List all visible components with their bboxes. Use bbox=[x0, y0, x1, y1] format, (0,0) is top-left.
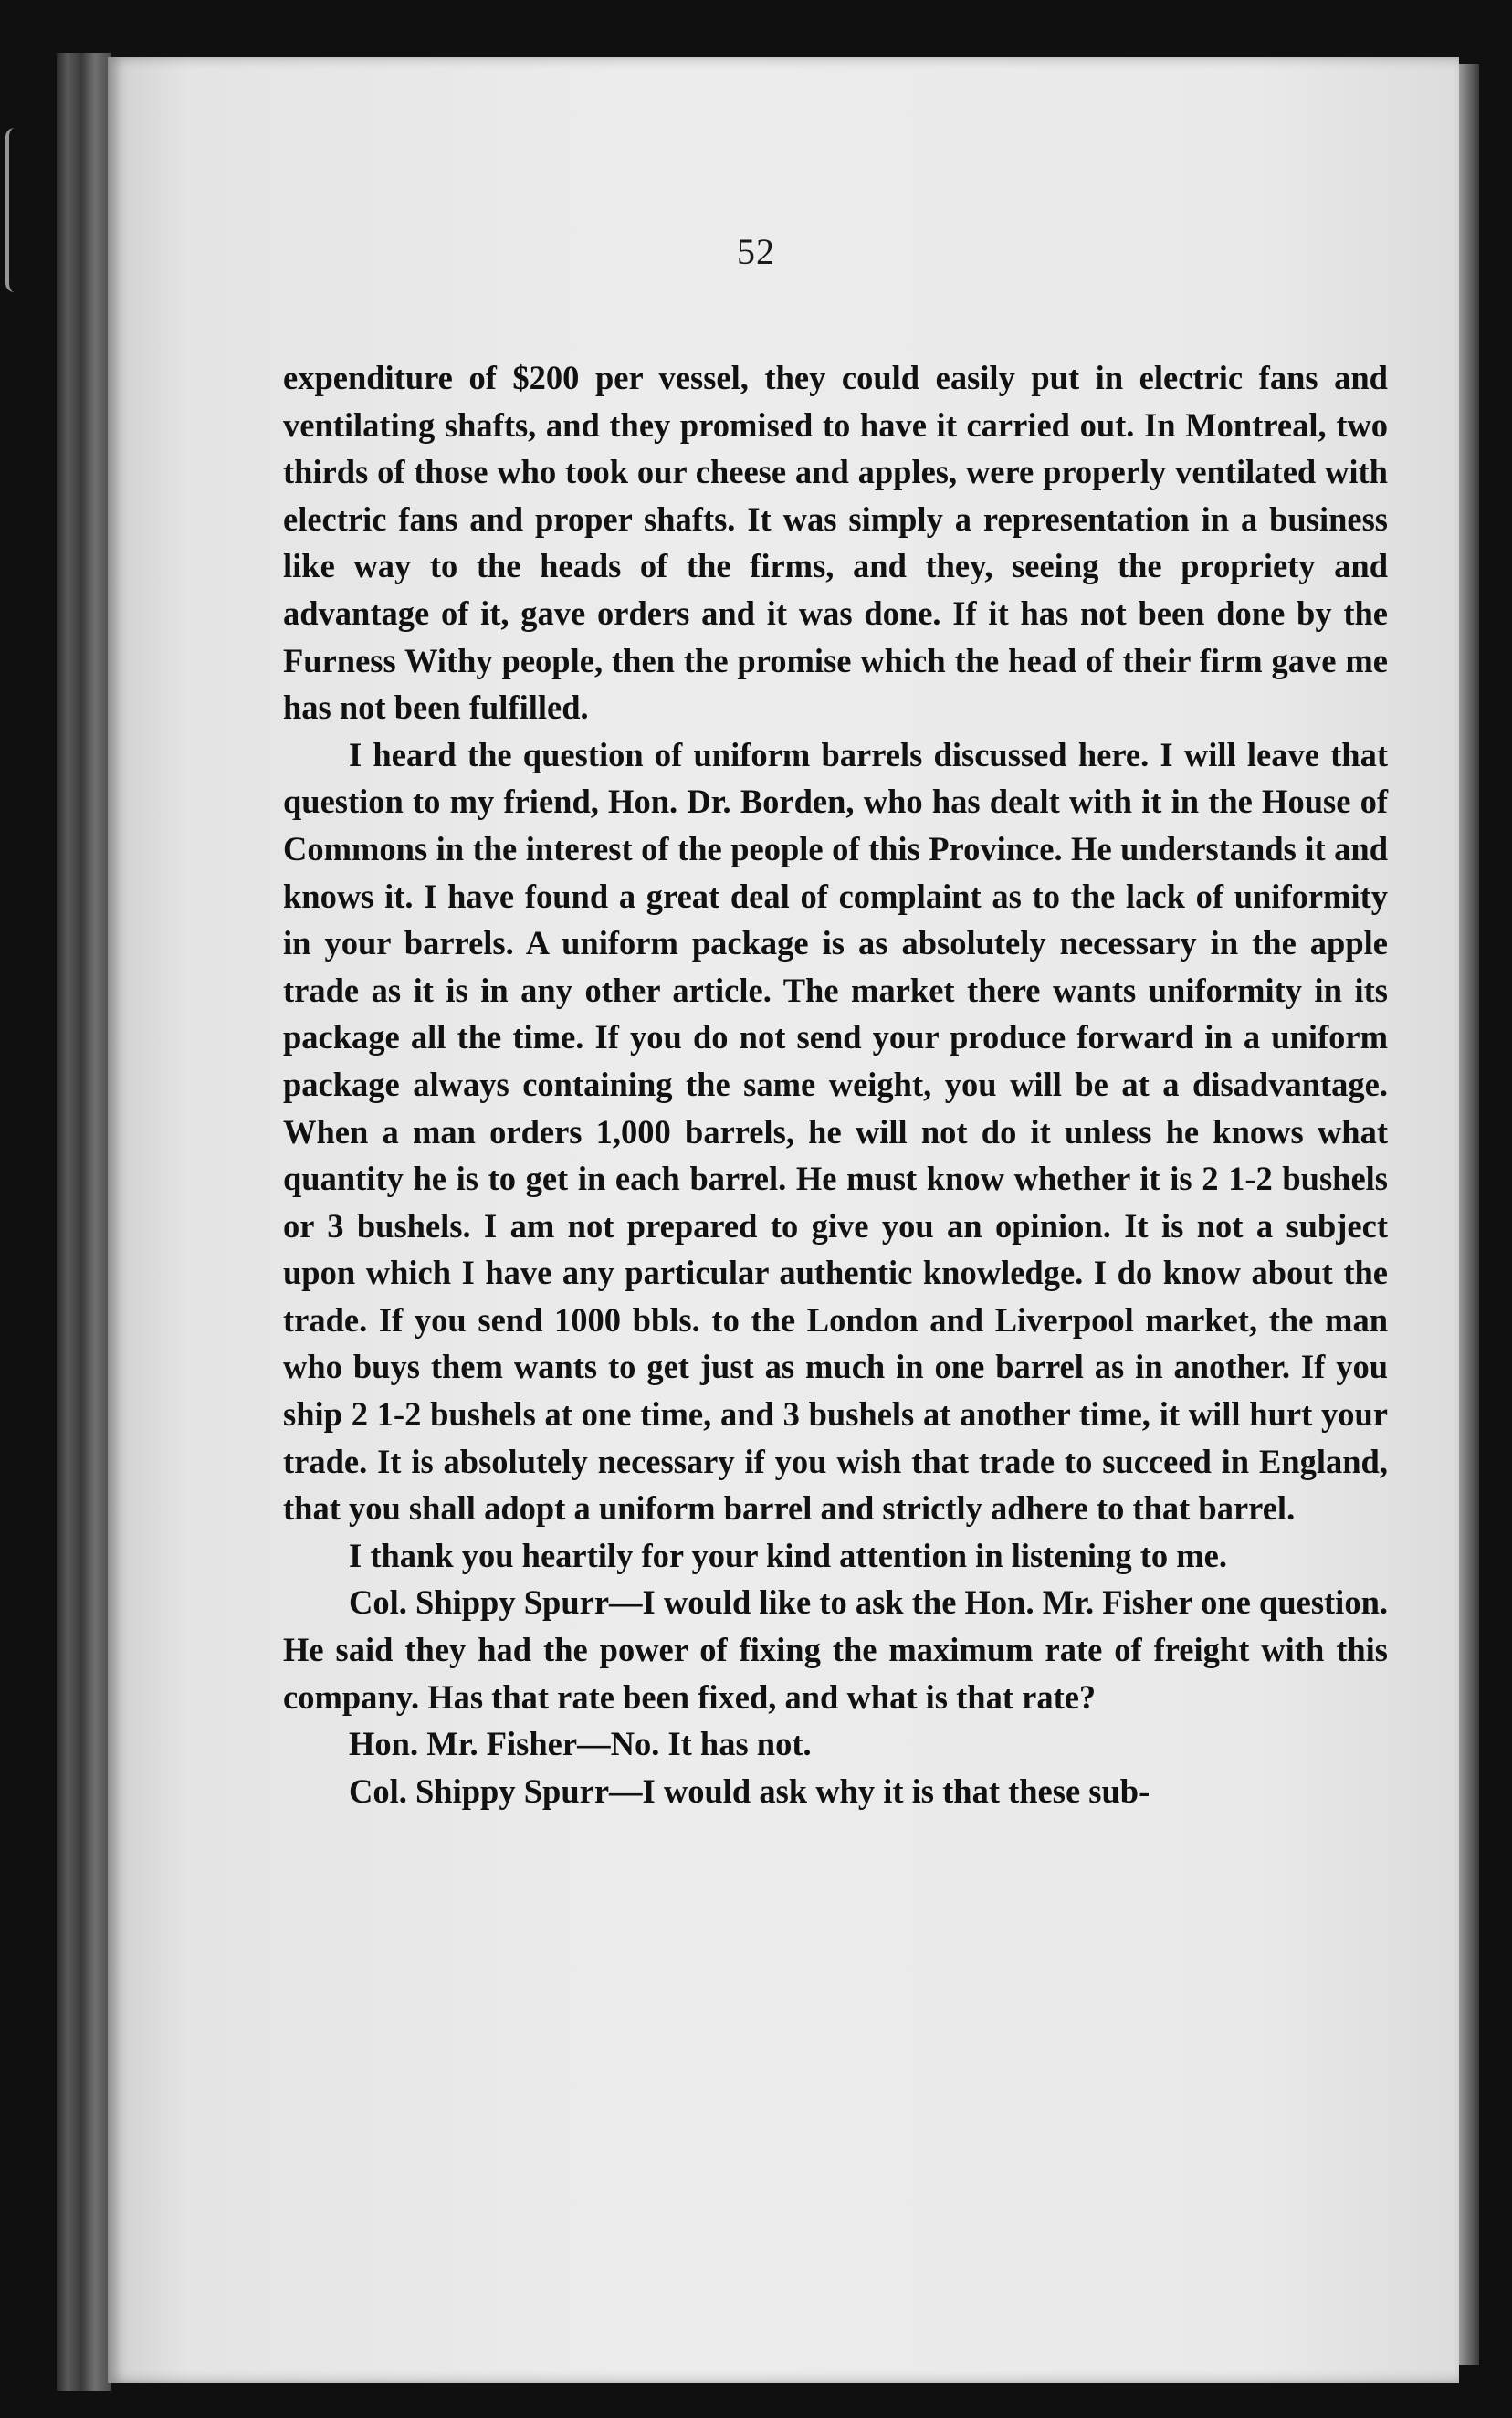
paragraph: Col. Shippy Spurr—I would like to ask the Hon. Mr. Fisher one question. He said they had the power of fixing the maximum rate of freight with this company. Has that rate been fixed, and what is that rate? bbox=[283, 1583, 1388, 1716]
paragraph: I heard the question of uniform barrels discussed here. I will leave that question to my friend, Hon. Dr. Borden, who has dealt with it in the House of Commons in the interest of the people of this Province. He understands it and knows it. I have found a great deal of complaint as to the lack of uniformity in your barrels. A uniform package is as absolutely necessary in the apple trade as it is in any other article. The market there wants uniformity in its package all the time. If you do not send your produce forward in a uniform package always containing the same weight, you will be at a disadvantage. When a man orders 1,000 barrels, he will not do it unless he knows what quantity he is to get in each barrel. He must know whether it is 2 1-2 bushels or 3 bushels. I am not prepared to give you an opinion. It is not a subject upon which I have any particular authentic knowledge. I do know about the trade. If you send 1000 bbls. to the London and Liverpool market, the man who buys them wants to get just as much in one barrel as in another. If you ship 2 1-2 bushels at one time, and 3 bushels at another time, it will hurt your trade. It is absolutely necessary if you wish that trade to succeed in England, that you shall adopt a uniform barrel and strictly adhere to that barrel. bbox=[283, 735, 1388, 1528]
page-number: 52 bbox=[737, 231, 775, 272]
paragraph: I thank you heartily for your kind attention in listening to me. bbox=[349, 1536, 1227, 1574]
paragraph: expenditure of $200 per vessel, they could easily put in electric fans and ventilating shafts, and they promised to have it carried out. In Montreal, two thirds of those who took our cheese and apples, were properly ventilated with electric fans and proper shafts. It was simply a representation in a business like way to the heads of the firms, and they, seeing the propriety and advantage of it, gave orders and it was done. If it has not been done by the Furness Withy people, then the promise which the head of their firm gave me has not been fulfilled. bbox=[283, 359, 1388, 727]
paragraph: Col. Shippy Spurr—I would ask why it is that these sub- bbox=[349, 1771, 1150, 1810]
page-stack-edge bbox=[57, 53, 111, 2391]
page-right-edge bbox=[1459, 64, 1479, 2365]
body-text bbox=[283, 354, 1388, 1814]
paragraph: Hon. Mr. Fisher—No. It has not. bbox=[349, 1725, 812, 1763]
